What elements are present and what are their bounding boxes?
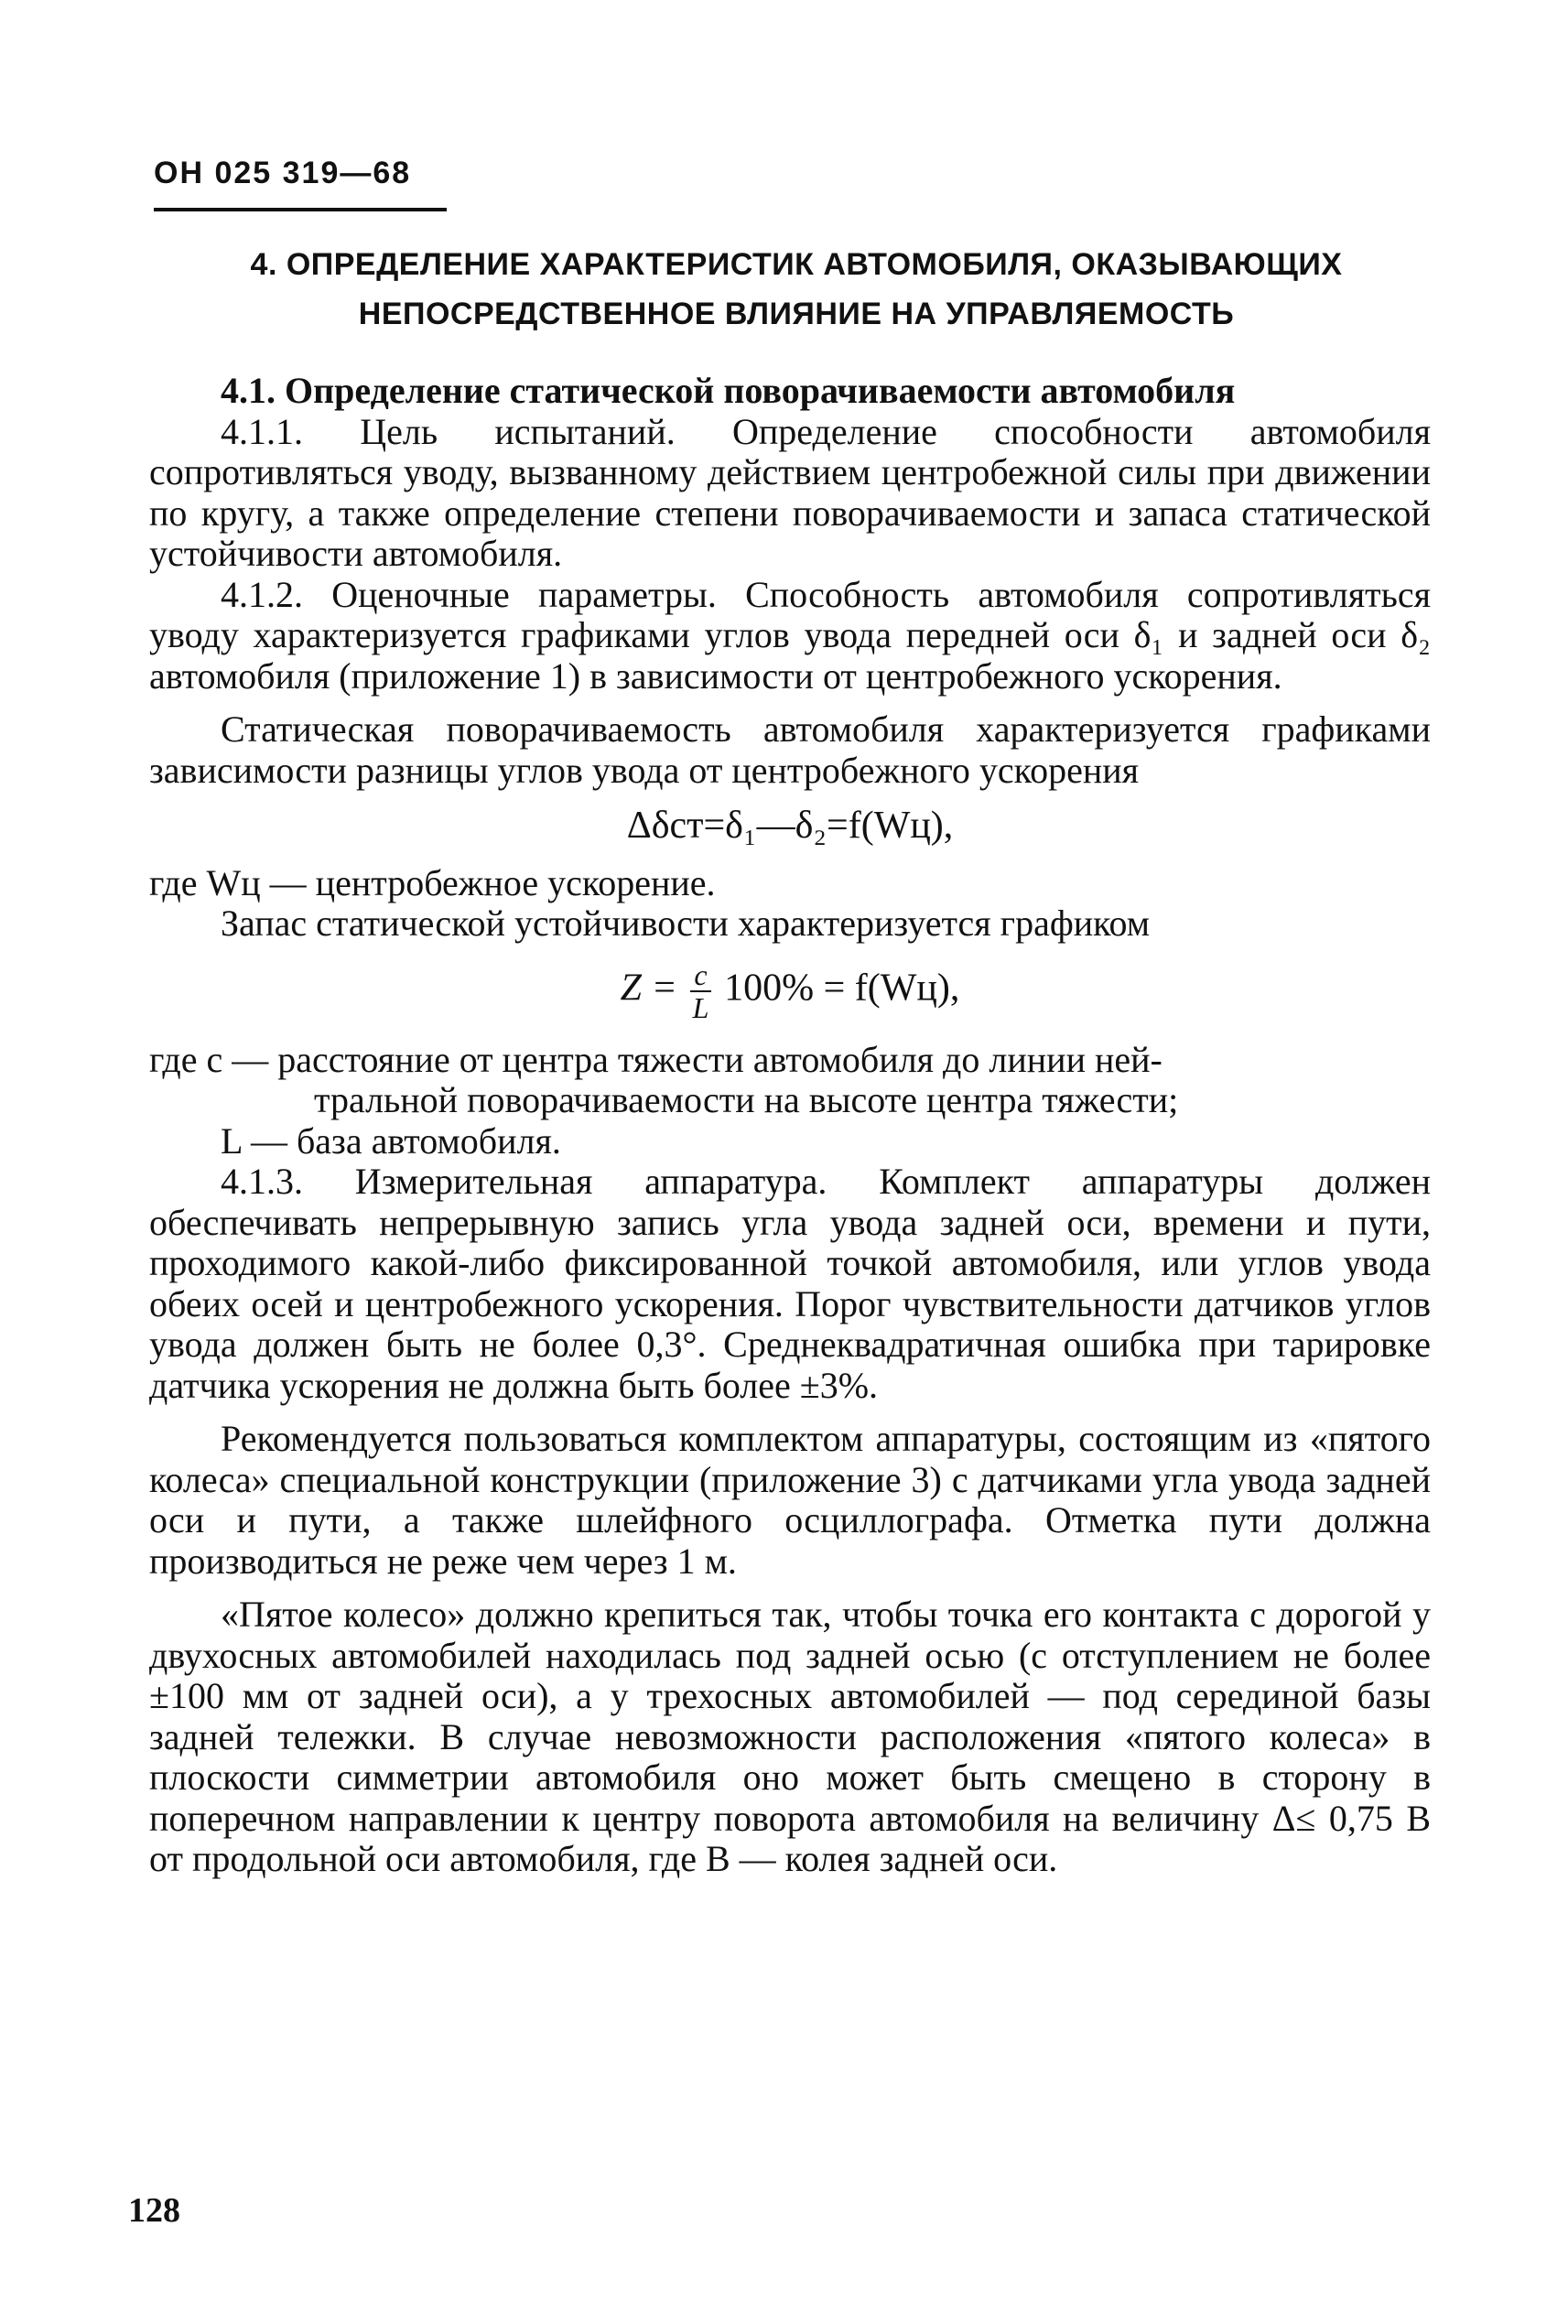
paragraph-4-1-1: 4.1.1. Цель испытаний. Определение способности автомобиля сопротивляться уводу, вызванному действием центробежной силы при движении по кругу, а также определение степени поворачиваемости и запаса статической устойчивости автомобиля. [149, 410, 1431, 574]
paragraph-4-1-2: 4.1.2. Оценочные параметры. Способность автомобиля сопротивляться уводу характеризуется графиками углов увода передней оси δ₁ и задней оси δ₂ автомобиля (приложение 1) в зависимости от центробежного ускорения. [149, 573, 1431, 697]
section-title [247, 240, 1346, 339]
formula-z-lhs: Z = [620, 967, 677, 1010]
formula-z-explanation-line-3: L — база автомобиля. [221, 1119, 561, 1162]
section-title-line-1: 4. ОПРЕДЕЛЕНИЕ ХАРАКТЕРИСТИК АВТОМОБИЛЯ, ОКАЗЫВАЮЩИХ [250, 247, 1343, 282]
section-title-line-2: НЕПОСРЕДСТВЕННОЕ ВЛИЯНИЕ НА УПРАВЛЯЕМОСТЬ [358, 297, 1235, 331]
formula-delta: Δδст=δ₁—δ₂=f(Wц), [626, 805, 954, 847]
formula-z-denominator: L [692, 990, 709, 1024]
formula-z-explanation-line-2: тральной поворачиваемости на высоте центра тяжести; [314, 1079, 1179, 1120]
formula-z [149, 959, 1431, 1023]
paragraph-fifth-wheel: «Пятое колесо» должно крепиться так, чтобы точка его контакта с дорогой у двухосных автомобилей находилась под задней осью (с отступлением не более ±100 мм от задней оси), а у трехосных автомобилей — под серединой базы задней тележки. В случае невозможности расположения «пятого колеса» в плоскости симметрии автомобиля оно может быть смещено в сторону в поперечном направлении к центру поворота автомобиля на величину Δ≤ 0,75 B от продольной оси автомобиля, где B — колея задней оси. [149, 1594, 1431, 1879]
page-body [149, 371, 1431, 1880]
formula-z-explanation-line-1: где c — расстояние от центра тяжести автомобиля до линии ней- [149, 1038, 1162, 1080]
document-code-header: ОН 025 319—68 [154, 156, 447, 211]
paragraph-4-1-3: 4.1.3. Измерительная аппаратура. Комплект аппаратуры должен обеспечивать непрерывную запись угла увода задней оси, времени и пути, проходимого какой-либо фиксированной точкой автомобиля, или углов увода обеих осей и центробежного ускорения. Порог чувствительности датчиков углов увода должен быть не более 0,3°. Среднеквадратичная ошибка при тарировке датчика ускорения не должна быть более ±3%. [149, 1161, 1431, 1406]
page-number: 128 [128, 2191, 180, 2230]
formula-delta-explanation: где Wц — центробежное ускорение. [149, 861, 716, 903]
formula-z-rhs: 100% = f(Wц), [724, 967, 960, 1010]
formula-z-fraction [690, 959, 710, 1023]
subsection-title: 4.1. Определение статической поворачиваемости автомобиля [221, 370, 1236, 411]
paragraph-stability-reserve: Запас статической устойчивости характеризуется графиком [221, 903, 1151, 944]
formula-z-numerator: c [690, 959, 710, 992]
paragraph-static-steering: Статическая поворачиваемость автомобиля характеризуется графиками зависимости разницы углов увода от центробежного ускорения [149, 708, 1431, 791]
paragraph-recommendation: Рекомендуется пользоваться комплектом аппаратуры, состоящим из «пятого колеса» специальной конструкции (приложение 3) с датчиками угла увода задней оси и пути, а также шлейфного осциллографа. Отметка пути должна производиться не реже чем через 1 м. [149, 1418, 1431, 1582]
